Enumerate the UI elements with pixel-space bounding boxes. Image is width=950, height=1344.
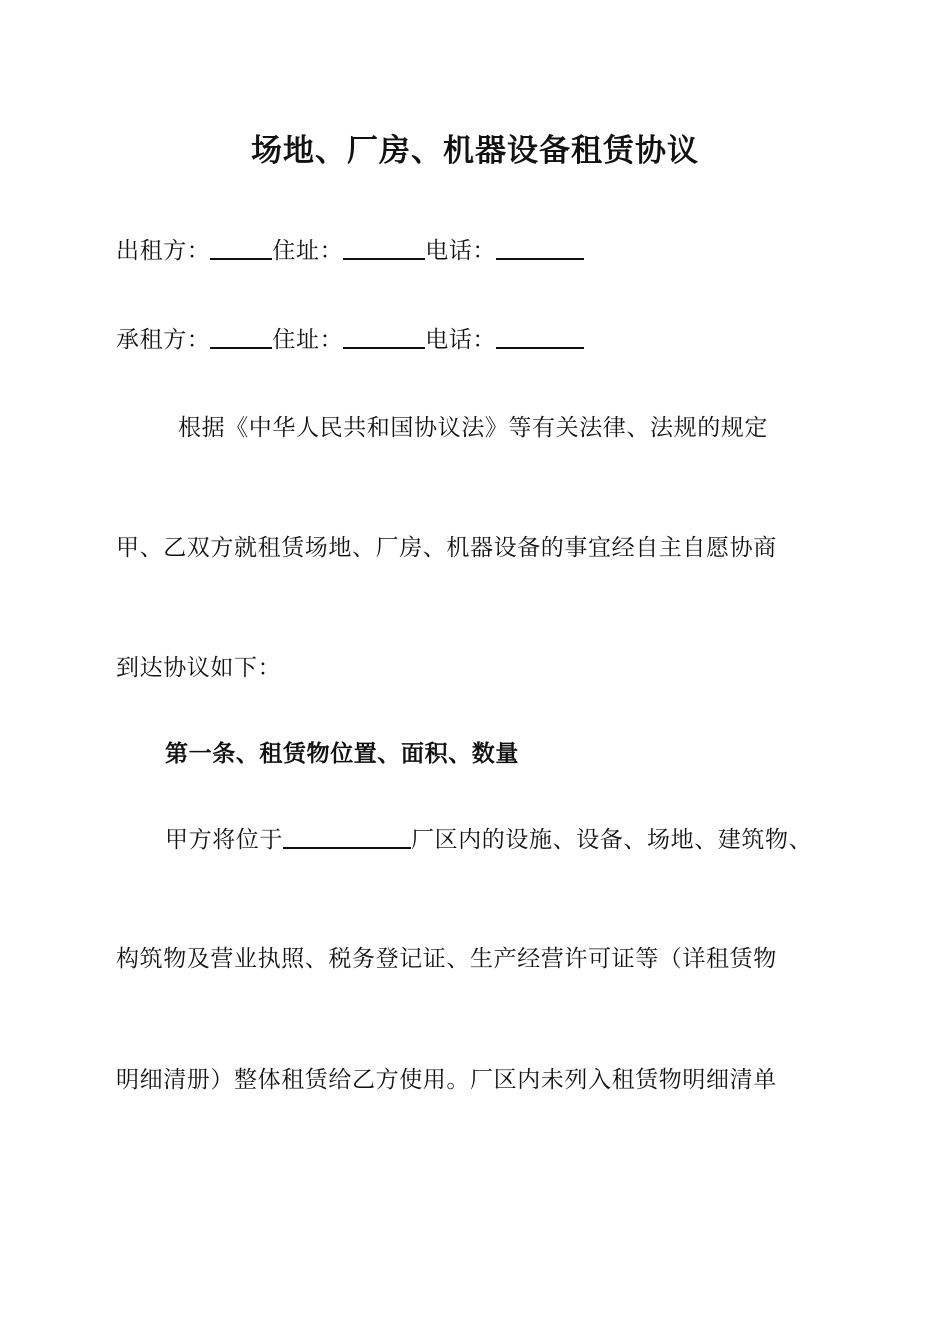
lessee-line	[116, 325, 584, 355]
article-1-line-1-prefix: 甲方将位于	[165, 827, 283, 853]
preamble-line-1: 根据《中华人民共和国协议法》等有关法律、法规的规定	[178, 415, 768, 441]
lessor-line	[116, 236, 584, 266]
document-title: 场地、厂房、机器设备租赁协议	[251, 133, 699, 169]
lessor-label: 出租方：	[116, 238, 211, 264]
lessee-phone-blank	[496, 325, 584, 349]
lessee-address-blank	[343, 325, 425, 349]
lessor-address-label: 住址：	[272, 238, 344, 264]
preamble-line-3: 到达协议如下：	[116, 655, 282, 681]
lessor-address-blank	[343, 236, 425, 260]
article-1-line-1	[165, 825, 812, 855]
lessor-name-blank	[210, 236, 272, 260]
article-1-line-3: 明细清册）整体租赁给乙方使用。厂区内未列入租赁物明细清单	[116, 1067, 777, 1093]
preamble-line-2: 甲、乙双方就租赁场地、厂房、机器设备的事宜经自主自愿协商	[116, 535, 777, 561]
lessee-label: 承租方：	[116, 327, 211, 353]
article-1-line-1-suffix: 厂区内的设施、设备、场地、建筑物、	[411, 827, 813, 853]
article-1-heading: 第一条、租赁物位置、面积、数量	[165, 741, 519, 767]
lessor-phone-blank	[496, 236, 584, 260]
lessor-phone-label: 电话：	[425, 238, 497, 264]
location-blank	[283, 825, 411, 849]
lessee-name-blank	[210, 325, 272, 349]
lessee-address-label: 住址：	[272, 327, 344, 353]
article-1-line-2: 构筑物及营业执照、税务登记证、生产经营许可证等（详租赁物	[116, 946, 777, 972]
lessee-phone-label: 电话：	[425, 327, 497, 353]
